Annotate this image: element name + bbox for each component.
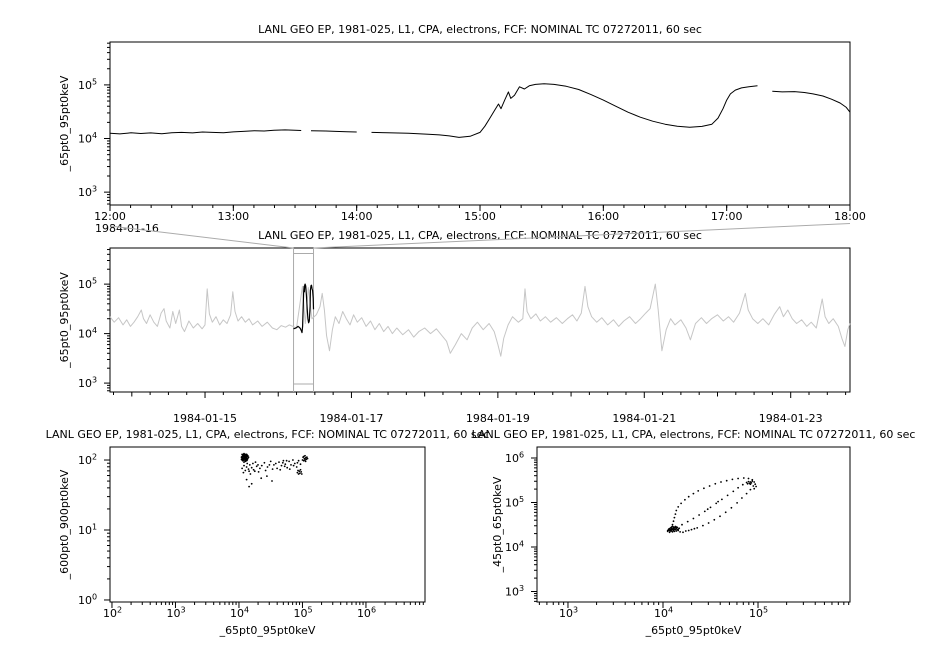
series-flux_65_95keV xyxy=(372,84,758,138)
y-axis-label-scatter-45-65: _45pt0_65pt0keV xyxy=(491,476,504,573)
x-tick-label: $10^6$ xyxy=(356,605,377,620)
panel-context-overview xyxy=(58,224,850,426)
x-tick-label: $10^3$ xyxy=(166,605,186,620)
x-tick-label: 1984-01-19 xyxy=(465,412,530,425)
series-flux_65_95keV xyxy=(772,91,850,112)
scatter-points-scatter-600-900 xyxy=(241,453,309,488)
y-tick-label: $10^0$ xyxy=(78,592,98,607)
y-axis-label-context-overview: _65pt0_95pt0keV xyxy=(58,272,71,368)
panel-title-scatter-45-65: LANL GEO EP, 1981-025, L1, CPA, electrons, FCF: NOMINAL TC 07272011, 60 sec xyxy=(471,428,916,441)
panel-scatter-45-65 xyxy=(472,428,916,637)
plot-frame-context-overview xyxy=(110,248,850,392)
x-tick-label: $10^2$ xyxy=(102,605,123,620)
x-axis-label-scatter-45-65: _65pt0_95pt0keV xyxy=(645,624,742,637)
x-tick-label: 1984-01-17 xyxy=(319,412,384,425)
y-tick-label: $10^3$ xyxy=(505,583,525,599)
panel-title-top-timeseries: LANL GEO EP, 1981-025, L1, CPA, electrons, FCF: NOMINAL TC 07272011, 60 sec xyxy=(258,23,702,36)
plot-frame-top-timeseries xyxy=(110,42,850,205)
x-tick-label: $10^4$ xyxy=(653,605,674,620)
x-tick-label: $10^5$ xyxy=(293,605,313,620)
plot-frame-scatter-600-900 xyxy=(110,447,425,602)
y-tick-label: $10^4$ xyxy=(78,131,98,146)
x-tick-label: $10^4$ xyxy=(229,605,250,620)
y-tick-label: $10^4$ xyxy=(78,326,98,341)
x-tick-label: 18:00 xyxy=(834,210,866,223)
x-tick-label: 17:00 xyxy=(710,210,743,223)
series-flux_context xyxy=(110,284,850,356)
y-tick-label: $10^3$ xyxy=(78,184,98,200)
zoom-selection-overlay[interactable] xyxy=(110,224,850,393)
y-tick-label: $10^5$ xyxy=(78,77,98,92)
x-tick-label: 1984-01-15 xyxy=(173,412,237,425)
scatter-points-scatter-45-65 xyxy=(667,477,757,533)
series-flux_65_95keV xyxy=(311,131,357,132)
x-tick-label: $10^5$ xyxy=(749,605,769,620)
y-tick-label: $10^3$ xyxy=(78,375,98,391)
y-tick-label: $10^2$ xyxy=(78,452,98,468)
panel-title-scatter-600-900: LANL GEO EP, 1981-025, L1, CPA, electrons, FCF: NOMINAL TC 07272011, 60 sec xyxy=(45,428,490,441)
y-tick-label: $10^5$ xyxy=(505,494,525,510)
panel-top-timeseries xyxy=(58,23,866,235)
y-tick-label: $10^4$ xyxy=(505,539,525,554)
x-tick-label: 12:00 xyxy=(94,210,126,223)
plot-frame-scatter-45-65 xyxy=(537,447,850,602)
series-flux_65_95keV xyxy=(110,130,301,134)
x-tick-label: 15:00 xyxy=(464,210,496,223)
y-tick-label: $10^1$ xyxy=(78,522,98,537)
x-tick-label: 1984-01-21 xyxy=(612,412,677,425)
x-axis-date-label: 1984-01-16 xyxy=(95,222,159,235)
y-tick-label: $10^5$ xyxy=(78,276,98,292)
x-tick-label: 1984-01-23 xyxy=(758,412,823,425)
y-tick-label: $10^6$ xyxy=(505,450,525,465)
panel-title-context-overview: LANL GEO EP, 1981-025, L1, CPA, electrons, FCF: NOMINAL TC 07272011, 60 sec xyxy=(258,229,702,242)
y-axis-label-scatter-600-900: _600pt0_900pt0keV xyxy=(58,469,71,580)
x-tick-label: 13:00 xyxy=(217,210,250,223)
x-tick-label: 14:00 xyxy=(340,210,373,223)
y-axis-label-top-timeseries: _65pt0_95pt0keV xyxy=(58,75,71,172)
x-axis-label-scatter-600-900: _65pt0_95pt0keV xyxy=(219,624,316,637)
x-tick-label: $10^3$ xyxy=(558,605,579,620)
x-tick-label: 16:00 xyxy=(587,210,620,223)
panel-scatter-600-900 xyxy=(46,428,490,637)
